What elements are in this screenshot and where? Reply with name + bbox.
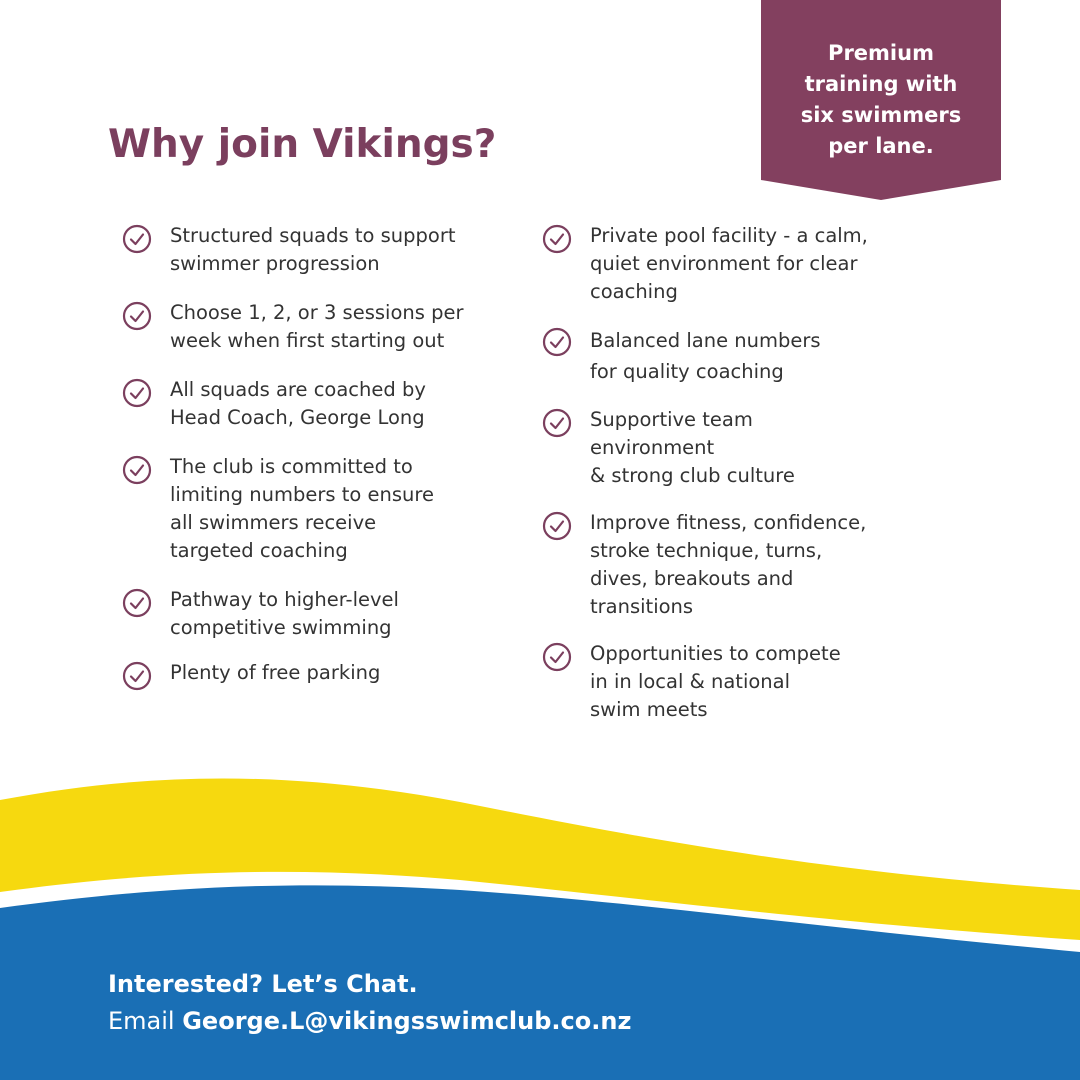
list-item (542, 406, 962, 490)
list-item (122, 453, 522, 565)
list-item (542, 222, 962, 306)
footer-contact (108, 1003, 631, 1040)
list-item-text: Plenty of free parking (170, 661, 381, 684)
list-item (122, 299, 522, 355)
list-item (542, 640, 962, 724)
check-circle-icon (122, 224, 152, 254)
list-item-text: Structured squads to support swimmer progression (170, 224, 456, 275)
check-circle-icon (122, 588, 152, 618)
check-circle-icon (542, 327, 572, 357)
list-item (122, 586, 522, 642)
check-circle-icon (122, 301, 152, 331)
list-item-text: All squads are coached by Head Coach, George Long (170, 378, 426, 429)
check-circle-icon (542, 642, 572, 672)
list-item-text: The club is committed to limiting numbers to ensure all swimmers receive targeted coaching (170, 455, 434, 562)
premium-banner (761, 0, 1001, 202)
list-item (122, 376, 522, 432)
check-circle-icon (542, 511, 572, 541)
benefits-list-left (122, 222, 522, 708)
check-circle-icon (122, 455, 152, 485)
contact-footer (108, 966, 631, 1040)
footer-heading: Interested? Let’s Chat. (108, 970, 418, 998)
list-item (542, 509, 962, 621)
benefits-list-right (542, 222, 962, 743)
check-circle-icon (542, 224, 572, 254)
list-item (122, 222, 522, 278)
list-item-text: Improve fitness, confidence, stroke technique, turns, dives, breakouts and transitions (590, 511, 867, 618)
check-circle-icon (542, 408, 572, 438)
list-item-text: Balanced lane numbers for quality coaching (590, 329, 821, 383)
page-title: Why join Vikings? (108, 122, 497, 167)
email-label: Email (108, 1007, 175, 1035)
email-link[interactable]: George.L@vikingsswimclub.co.nz (182, 1007, 632, 1035)
list-item (122, 659, 522, 687)
list-item (542, 325, 962, 387)
list-item-text: Pathway to higher-level competitive swimming (170, 588, 399, 639)
banner-text: Premium training with six swimmers per lane. (800, 41, 962, 158)
check-circle-icon (122, 661, 152, 691)
list-item-text: Opportunities to compete in in local & national swim meets (590, 642, 841, 721)
list-item-text: Private pool facility - a calm, quiet environment for clear coaching (590, 224, 868, 303)
list-item-text: Choose 1, 2, or 3 sessions per week when first starting out (170, 301, 464, 352)
check-circle-icon (122, 378, 152, 408)
list-item-text: Supportive team environment & strong club culture (590, 408, 795, 487)
